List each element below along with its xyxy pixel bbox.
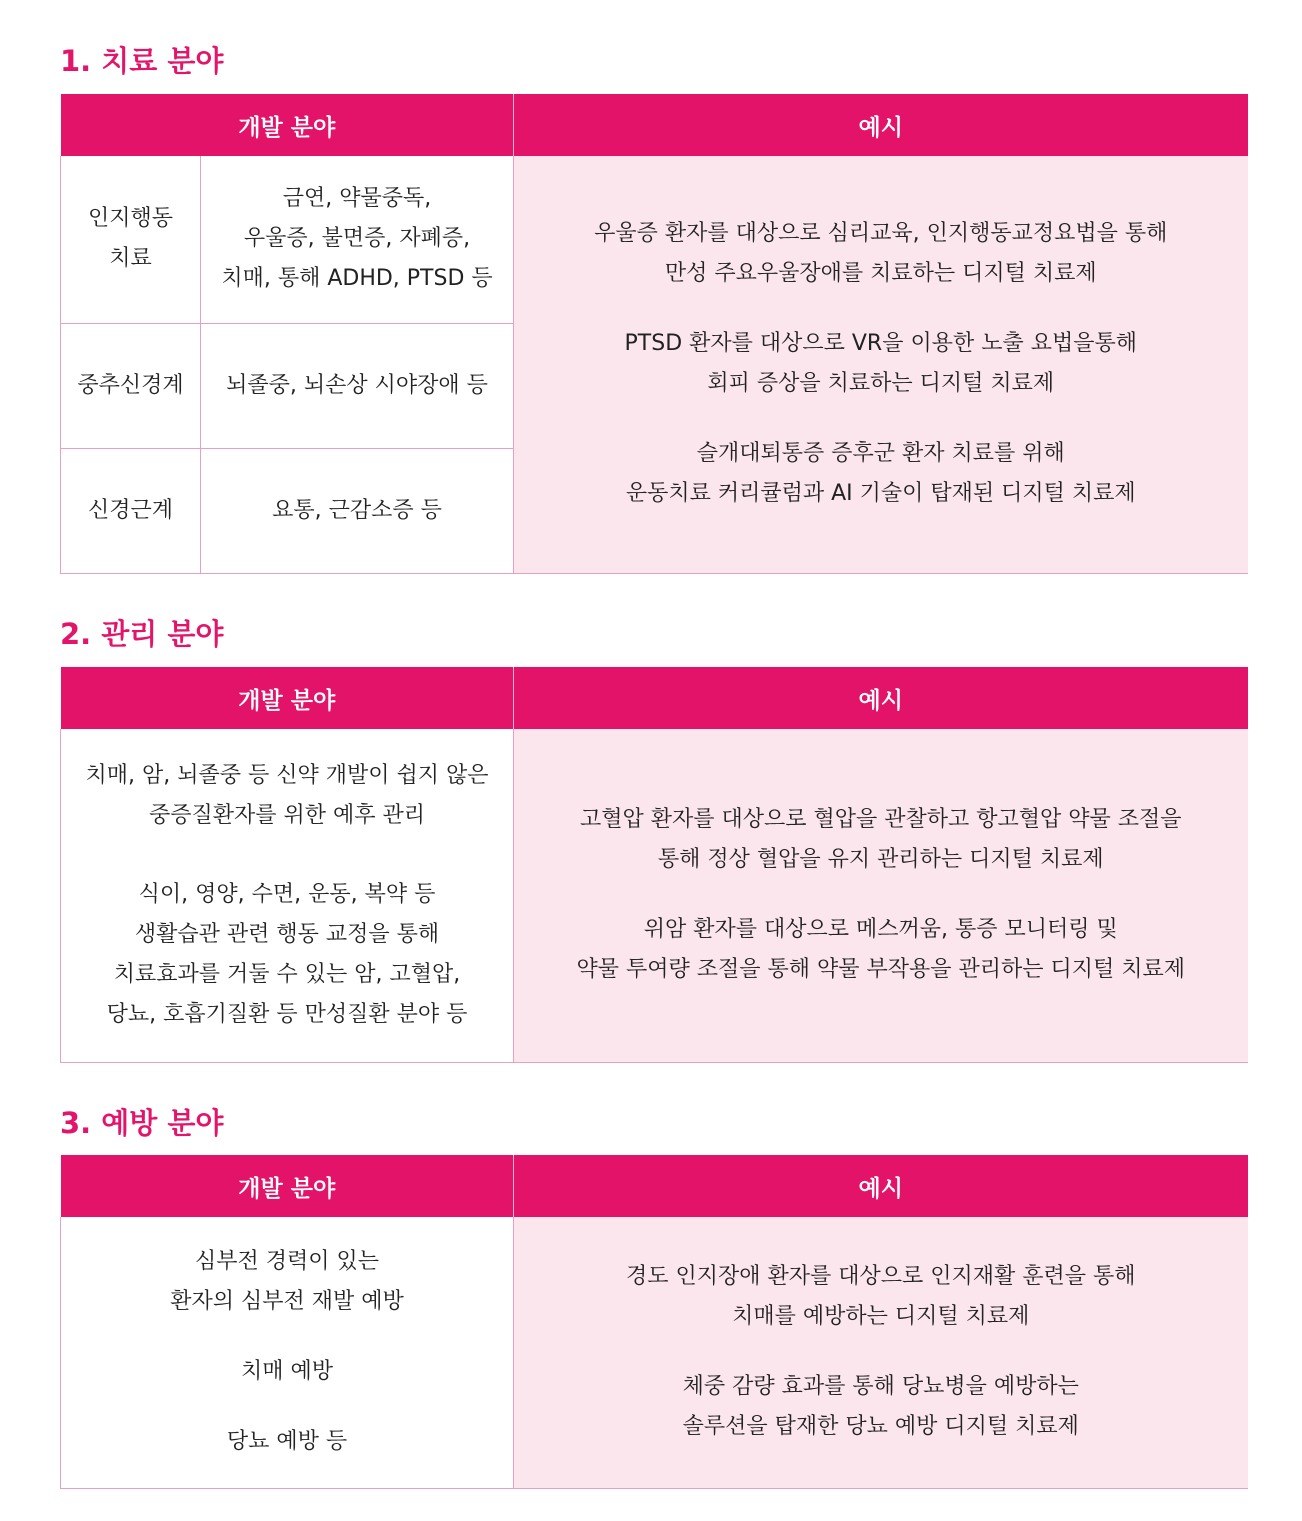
- example-text: 솔루션을 탑재한 당뇨 예방 디지털 치료제: [682, 1414, 1079, 1440]
- development-text: 식이, 영양, 수면, 운동, 복약 등: [138, 881, 436, 907]
- example-cell: [514, 156, 1248, 573]
- development-text: 치매, 암, 뇌졸중 등 신약 개발이 쉽지 않은: [85, 762, 489, 788]
- example-text: 통해 정상 혈압을 유지 관리하는 디지털 치료제: [657, 847, 1104, 873]
- header-example: 예시: [514, 1155, 1248, 1217]
- category-cell: 중추신경계: [61, 323, 201, 448]
- development-text: 생활습관 관련 행동 교정을 통해: [134, 921, 440, 947]
- example-text: 위암 환자를 대상으로 메스꺼움, 통증 모니터링 및: [643, 917, 1118, 943]
- header-development-area: 개발 분야: [61, 94, 514, 156]
- category-label: 인지행동: [87, 206, 173, 232]
- disease-text: 치매, 통해 ADHD, PTSD 등: [221, 266, 493, 292]
- example-text: 고혈압 환자를 대상으로 혈압을 관찰하고 항고혈압 약물 조절을: [579, 807, 1182, 833]
- category-cell: [61, 156, 201, 323]
- example-text: 치매를 예방하는 디지털 치료제: [732, 1304, 1030, 1330]
- example-text: 경도 인지장애 환자를 대상으로 인지재활 훈련을 통해: [625, 1264, 1136, 1290]
- header-development-area: 개발 분야: [61, 667, 514, 729]
- example-cell: [514, 1217, 1248, 1488]
- development-text: 심부전 경력이 있는: [194, 1249, 379, 1275]
- development-cell: [61, 729, 514, 1062]
- example-text: 약물 투여량 조절을 통해 약물 부작용을 관리하는 디지털 치료제: [576, 957, 1185, 983]
- example-text: 우울증 환자를 대상으로 심리교육, 인지행동교정요법을 통해: [594, 221, 1168, 247]
- development-text: 환자의 심부전 재발 예방: [170, 1289, 404, 1315]
- prevention-table: [60, 1155, 1248, 1489]
- disease-text: 우울증, 불면증, 자폐증,: [243, 226, 471, 252]
- example-text: 회피 증상을 치료하는 디지털 치료제: [707, 371, 1055, 397]
- example-text: 슬개대퇴통증 증후군 환자 치료를 위해: [696, 441, 1065, 467]
- header-development-area: 개발 분야: [61, 1155, 514, 1217]
- category-label: 치료: [109, 246, 152, 272]
- category-cell: 신경근계: [61, 448, 201, 573]
- example-text: PTSD 환자를 대상으로 VR을 이용한 노출 요법을통해: [624, 331, 1137, 357]
- section-title-treatment: 1. 치료 분야: [60, 44, 224, 78]
- disease-cell: [201, 156, 514, 323]
- header-example: 예시: [514, 667, 1248, 729]
- development-text: 치매 예방: [240, 1359, 333, 1385]
- example-text: 체중 감량 효과를 통해 당뇨병을 예방하는: [682, 1374, 1079, 1400]
- treatment-table: [60, 94, 1248, 574]
- development-text: 치료효과를 거둘 수 있는 암, 고혈압,: [113, 961, 461, 987]
- management-table: [60, 667, 1248, 1063]
- disease-cell: 뇌졸중, 뇌손상 시야장애 등: [201, 323, 514, 448]
- example-text: 운동치료 커리큘럼과 AI 기술이 탑재된 디지털 치료제: [625, 481, 1136, 507]
- development-text: 중증질환자를 위한 예후 관리: [148, 802, 425, 828]
- development-text: 당뇨, 호흡기질환 등 만성질환 분야 등: [106, 1001, 468, 1027]
- section-title-prevention: 3. 예방 분야: [60, 1106, 224, 1140]
- section-title-management: 2. 관리 분야: [60, 617, 224, 651]
- development-cell: [61, 1217, 514, 1488]
- example-text: 만성 주요우울장애를 치료하는 디지털 치료제: [664, 261, 1097, 287]
- disease-text: 금연, 약물중독,: [282, 186, 432, 212]
- header-example: 예시: [514, 94, 1248, 156]
- example-cell: [514, 729, 1248, 1062]
- development-text: 당뇨 예방 등: [226, 1429, 348, 1455]
- disease-cell: 요통, 근감소증 등: [201, 448, 514, 573]
